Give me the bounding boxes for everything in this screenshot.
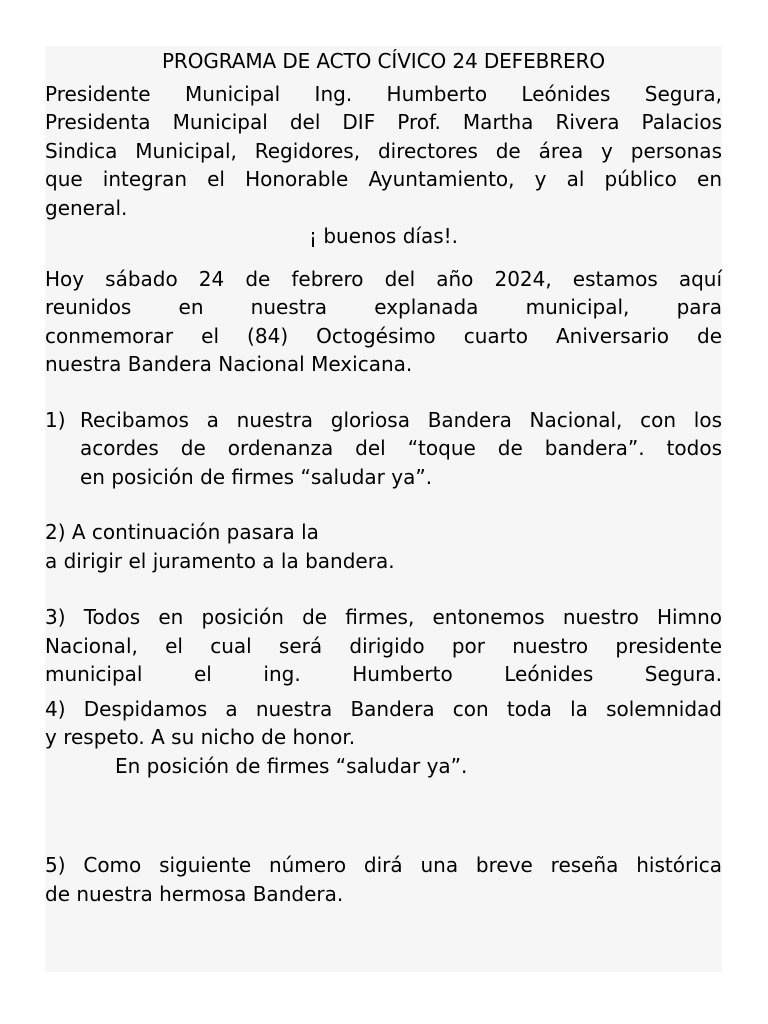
item-line: en posición de firmes “saludar ya”. — [80, 464, 433, 489]
item-line: 5) Como siguiente número dirá una breve reseña histórica — [45, 853, 722, 877]
program-item-5 — [45, 851, 722, 908]
salutation-line: Sindica Municipal, Regidores, directores de área y personas — [45, 138, 722, 163]
intro-paragraph — [45, 265, 722, 379]
item-line: de nuestra hermosa Bandera. — [45, 881, 344, 906]
item-line: y respeto. A su nicho de honor. — [45, 725, 356, 749]
document-body — [45, 46, 722, 908]
program-item-1 — [45, 406, 722, 492]
document-title: PROGRAMA DE ACTO CÍVICO 24 DEFEBRERO — [161, 49, 606, 73]
program-item-4 — [45, 695, 722, 781]
item-line: Nacional, el cual será dirigido por nuestro presidente — [45, 633, 722, 658]
item-line: Recibamos a nuestra gloriosa Bandera Nacional, con los — [80, 407, 722, 432]
item-line: 2) A continuación pasara la — [45, 520, 319, 544]
intro-line: Hoy sábado 24 de febrero del año 2024, estamos aquí — [45, 266, 722, 291]
item-line: municipal el ing. Humberto Leónides Segura. — [45, 662, 722, 686]
program-item-3 — [45, 603, 722, 689]
salutation-line: que integran el Honorable Ayuntamiento, y al público en — [45, 167, 722, 191]
intro-line: conmemorar el (84) Octogésimo cuarto Aniversario de — [45, 323, 722, 348]
salutation-line: Presidente Municipal Ing. Humberto Leónides Segura, — [45, 81, 722, 106]
greeting: ¡ buenos días!. — [308, 224, 459, 248]
item-number: 1) — [45, 407, 66, 432]
item-line: 3) Todos en posición de firmes, entonemos nuestro Himno — [45, 605, 722, 629]
item-subline: En posición de firmes “saludar ya”. — [115, 753, 468, 778]
program-item-2 — [45, 518, 722, 575]
item-line: a dirigir el juramento a la bandera. — [45, 548, 395, 573]
item-line: acordes de ordenanza del “toque de bandera”. todos — [80, 436, 722, 460]
salutation-paragraph — [45, 80, 722, 251]
salutation-line: general. — [45, 195, 128, 220]
salutation-line: Presidenta Municipal del DIF Prof. Martha Rivera Palacios — [45, 110, 722, 134]
intro-line: nuestra Bandera Nacional Mexicana. — [45, 352, 413, 376]
item-line: 4) Despidamos a nuestra Bandera con toda la solemnidad — [45, 696, 722, 721]
intro-line: reunidos en nuestra explanada municipal, para — [45, 295, 722, 319]
